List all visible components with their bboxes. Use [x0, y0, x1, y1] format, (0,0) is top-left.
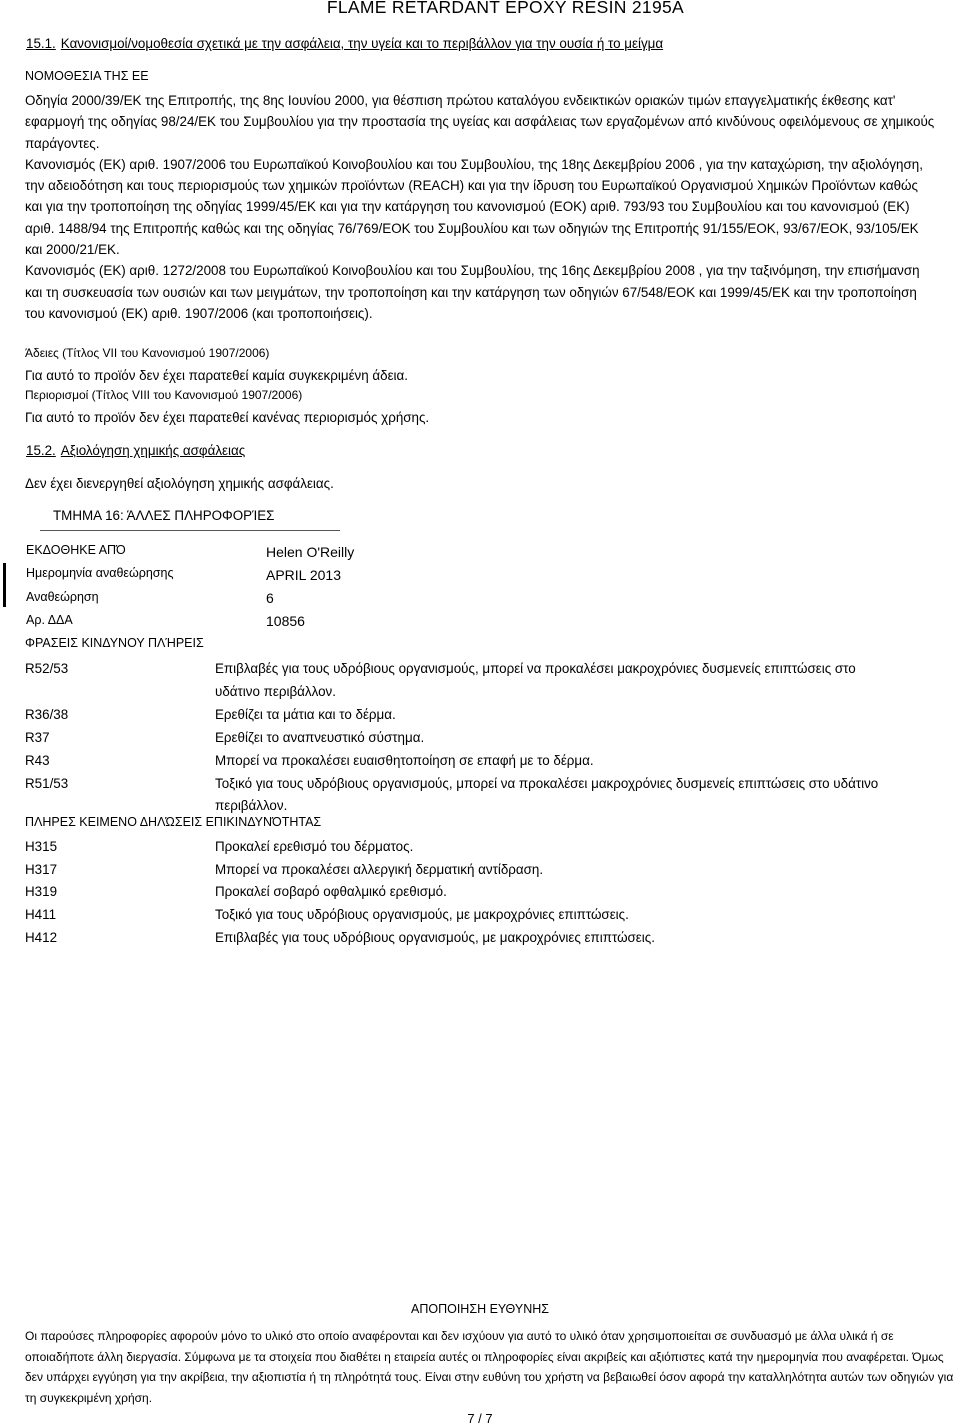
sds-number-label: Αρ. ΔΔΑ — [26, 613, 73, 627]
disclaimer-heading: ΑΠΟΠΟΙΗΣΗ ΕΥΘΥΝΗΣ — [411, 1302, 549, 1316]
hazard-statements-heading: ΠΛΗΡΕΣ ΚΕΙΜΕΝΟ ΔΗΛΏΣΕΙΣ ΕΠΙΚΙΝΔΥΝΌΤΗΤΑΣ — [25, 815, 322, 829]
section-15-1-heading — [26, 36, 663, 51]
chemical-safety-assessment-text: Δεν έχει διενεργηθεί αξιολόγηση χημικής ασφάλειας. — [25, 476, 334, 491]
risk-phrase-text: Μπορεί να προκαλέσει ευαισθητοποίηση σε επαφή με το δέρμα. — [215, 752, 594, 768]
section-16-title: ΤΜΗΜΑ 16: ΆΛΛΕΣ ΠΛΗΡΟΦΟΡΊΕΣ — [53, 508, 275, 523]
clp-regulation-paragraph: Κανονισμός (ΕΚ) αριθ. 1272/2008 του Ευρωπαϊκού Κοινοβουλίου και του Συμβουλίου, της 16ης Δεκεμβρίου 2008 , για την ταξινόμηση, την επισήμανση και τη συσκευασία των ουσιών και των μειγμάτων, την τροποποίηση και την κατάργηση των οδηγιών 67/548/ΕΟΚ και 1999/45/ΕΚ και την τροποποίηση του κανονισμού (ΕΚ) αριθ. 1907/2006 (και τροποποιήσεις). — [25, 263, 920, 321]
risk-phrase-text: Ερεθίζει τα μάτια και το δέρμα. — [215, 707, 396, 723]
risk-phrase-text: Επιβλαβές για τους υδρόβιους οργανισμούς, μπορεί να προκαλέσει μακροχρόνιες δυσμενείς επιπτώσεις στο υδάτινο περιβάλλον. — [215, 661, 856, 699]
page-number: 7 / 7 — [467, 1411, 493, 1426]
risk-phrase-row — [25, 704, 935, 727]
hazard-statement-code: H411 — [25, 907, 57, 923]
risk-phrase-row — [25, 658, 935, 703]
revision-marker — [3, 563, 6, 607]
risk-phrase-code: R51/53 — [25, 775, 69, 791]
revision-date-label: Ημερομηνία αναθεώρησης — [26, 566, 174, 580]
section-15-2-number: 15.2. — [26, 443, 56, 458]
revision-date-value: APRIL 2013 — [266, 567, 341, 583]
reach-regulation-paragraph: Κανονισμός (ΕΚ) αριθ. 1907/2006 του Ευρωπαϊκού Κοινοβουλίου και του Συμβουλίου, της 18ης Δεκεμβρίου 2006 , για την καταχώριση, την αξιολόγηση, την αδειοδότηση και τους περιορισμούς των χημικών προϊόντων (REACH) και για την ίδρυση του Ευρωπαϊκού Οργανισμού Χημικών Προϊόντων καθώς και για την τροποποίηση της οδηγίας 1999/45/ΕΚ και για την κατάργηση του κανονισμού (ΕΟΚ) αριθ. 793/93 του Συμβουλίου και του κανονισμού (ΕΚ) αριθ. 1488/94 της Επιτροπής καθώς και της οδηγίας 76/769/ΕΟΚ του Συμβουλίου και των οδηγιών της Επιτροπής 91/155/ΕΟΚ, 93/67/ΕΟΚ, 93/105/ΕΚ και 2000/21/ΕΚ. — [25, 156, 923, 258]
risk-phrases-list — [25, 658, 935, 818]
hazard-statement-code: H315 — [25, 839, 58, 854]
hazard-statement-text: Τοξικό για τους υδρόβιους οργανισμούς, με μακροχρόνιες επιπτώσεις. — [215, 907, 629, 923]
risk-phrase-code: R36/38 — [25, 707, 69, 723]
hazard-statement-code: H412 — [25, 929, 58, 945]
section-15-1-title: Κανονισμοί/νομοθεσία σχετικά με την ασφάλεια, την υγεία και το περιβάλλον για την ουσία ή το μείγμα — [60, 36, 664, 51]
legislation-text — [25, 90, 935, 324]
section-15-2-title: Αξιολόγηση χημικής ασφάλειας — [60, 443, 246, 458]
document-title: FLAME RETARDANT EPOXY RESIN 2195A — [326, 0, 684, 17]
risk-phrase-text: Τοξικό για τους υδρόβιους οργανισμούς, μπορεί να προκαλέσει μακροχρόνιες δυσμενείς επιπτώσεις στο υδάτινο περιβάλλον. — [215, 775, 879, 814]
hazard-statement-row — [25, 904, 935, 927]
risk-phrases-heading: ΦΡΑΣΕΙΣ ΚΙΝΔΥΝΟΥ ΠΛΉΡΕΙΣ — [25, 636, 204, 650]
revision-value: 6 — [266, 590, 274, 606]
hazard-statement-text: Προκαλεί ερεθισμό του δέρματος. — [215, 839, 414, 854]
section-16-divider — [40, 530, 340, 531]
section-15-2-heading — [26, 443, 245, 458]
risk-phrase-code: R43 — [25, 752, 50, 768]
issued-by-label: ΕΚΔΟΘΗΚΕ ΑΠΌ — [26, 543, 126, 557]
hazard-statement-code: H317 — [25, 861, 58, 877]
risk-phrase-row — [25, 773, 935, 818]
hazard-statement-row — [25, 927, 935, 950]
risk-phrase-code: R37 — [25, 730, 50, 746]
hazard-statements-list — [25, 836, 935, 950]
hazard-statement-code: H319 — [25, 884, 58, 900]
risk-phrase-row — [25, 727, 935, 750]
hazard-statement-row — [25, 881, 935, 904]
restrictions-text: Για αυτό το προϊόν δεν έχει παρατεθεί κανένας περιορισμός χρήσης. — [25, 410, 430, 425]
hazard-statement-text: Επιβλαβές για τους υδρόβιους οργανισμούς, με μακροχρόνιες επιπτώσεις. — [215, 929, 655, 945]
restrictions-heading: Περιορισμοί (Τίτλος VIII του Κανονισμού 1907/2006) — [25, 388, 303, 402]
risk-phrase-row — [25, 750, 935, 773]
revision-label: Αναθεώρηση — [26, 590, 99, 604]
section-15-1-number: 15.1. — [26, 36, 56, 51]
risk-phrase-text: Ερεθίζει το αναπνευστικό σύστημα. — [215, 730, 425, 746]
risk-phrase-code: R52/53 — [25, 661, 69, 676]
authorisations-heading: Άδειες (Τίτλος VII του Κανονισμού 1907/2006) — [25, 346, 270, 360]
eu-legislation-heading: ΝΟΜΟΘΕΣΙΑ ΤΗΣ ΕΕ — [25, 69, 149, 83]
hazard-statement-row — [25, 836, 935, 859]
authorisations-text: Για αυτό το προϊόν δεν έχει παρατεθεί καμία συγκεκριμένη άδεια. — [25, 368, 408, 383]
hazard-statement-row — [25, 859, 935, 882]
issued-by-value: Helen O'Reilly — [266, 544, 355, 560]
directive-2000-39-paragraph: Οδηγία 2000/39/ΕΚ της Επιτροπής, της 8ης Ιουνίου 2000, για θέσπιση πρώτου καταλόγου ενδεικτικών οριακών τιμών επαγγελματικής έκθεσης κατ' εφαρμογή της οδηγίας 98/24/ΕΚ του Συμβουλίου για την προστασία της υγείας και ασφάλειας των εργαζομένων από κινδύνους οφειλόμενους σε χημικούς παράγοντες. — [25, 93, 935, 151]
sds-number-value: 10856 — [266, 613, 305, 629]
hazard-statement-text: Προκαλεί σοβαρό οφθαλμικό ερεθισμό. — [215, 884, 447, 900]
disclaimer-text: Οι παρούσες πληροφορίες αφορούν μόνο το υλικό στο οποίο αναφέρονται και δεν ισχύουν για αυτό το υλικό όταν χρησιμοποιείται σε συνδυασμό με άλλα υλικά ή σε οποιαδήποτε άλλη διεργασία. Σύμφωνα με τα στοιχεία που διαθέτει η εταιρεία αυτές οι πληροφορίες είναι ακριβείς και αξιόπιστες κατά την ημερομηνία που αναφέρεται. Όμως δεν υπάρχει εγγύηση για την ακρίβεια, την αξιοπιστία ή τη πληρότητά τους. Είναι στην ευθύνη του χρήστη να βεβαιωθεί όσον αφορά την καταλληλότητα αυτών των οδηγιών για τη συγκεκριμένη χρήση. — [25, 1329, 954, 1405]
hazard-statement-text: Μπορεί να προκαλέσει αλλεργική δερματική αντίδραση. — [215, 861, 544, 877]
